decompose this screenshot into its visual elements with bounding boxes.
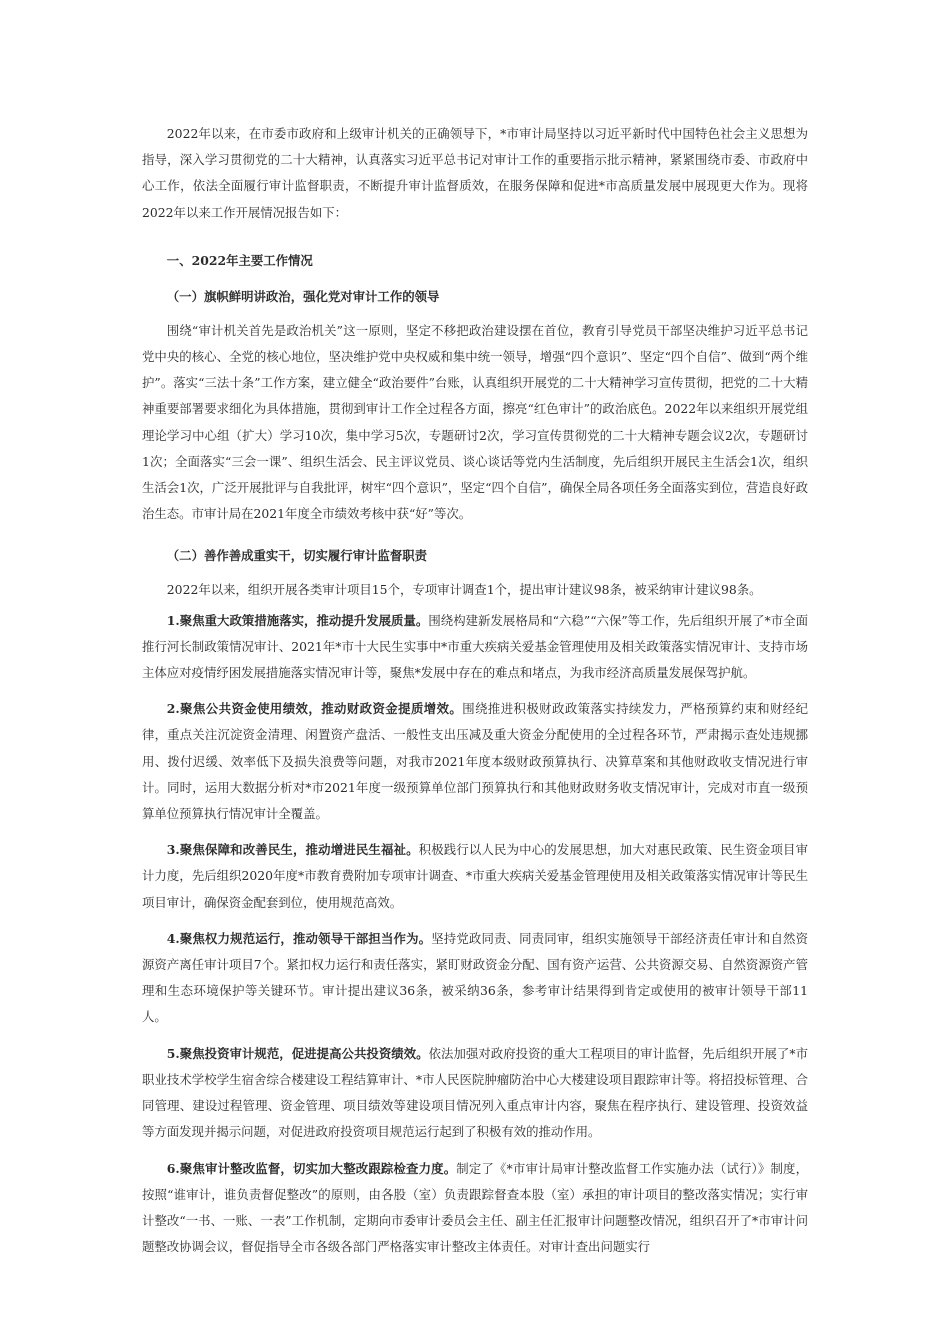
subsection-heading-1: （一）旗帜鲜明讲政治，强化党对审计工作的领导 xyxy=(166,288,440,304)
subsection-heading-2: （二）善作善成重实干，切实履行审计监督职责 xyxy=(166,548,427,564)
item-lead-5: 5.聚焦投资审计规范，促进提高公共投资绩效。 xyxy=(166,1045,429,1061)
intro-paragraph: 2022年以来，在市委市政府和上级审计机关的正确领导下，*市审计局坚持以习近平新时代中国特色社会主义思想为指导，深入学习贯彻党的二十大精神，认真落实习近平总书记对审计工作的重要指示批示精神，紧紧围绕市委、市政府中心工作，依法全面履行审计监督职责，不断提升审计监督质效，在服务保障和促进*市高质量发展中展现更大作为。现将2022年以来工作开展情况报告如下： xyxy=(142,126,808,220)
item-lead-2: 2.聚焦公共资金使用绩效，推动财政资金提质增效。 xyxy=(166,701,463,717)
item-paragraph-3 xyxy=(142,837,808,916)
item-lead-3: 3.聚焦保障和改善民生，推动增进民生福祉。 xyxy=(166,842,419,858)
item-lead-1: 1.聚焦重大政策措施落实，推动提升发展质量。 xyxy=(166,612,429,628)
item-body-2: 围绕推进积极财政政策落实持续发力，严格预算约束和财经纪律，重点关注沉淀资金清理、闲置资产盘活、一般性支出压减及重大资金分配使用的全过程各环节，严肃揭示查处违规挪用、拨付迟缓、效率低下及损失浪费等问题，对我市2021年度本级财政预算执行、决算草案和其他财政收支情况进行审计。同时，运用大数据分析对*市2021年度一级预算单位部门预算执行和其他财政财务收支情况审计，完成对市直一级预算单位预算执行情况审计全覆盖。 xyxy=(142,701,809,822)
item-body-6: 制定了《*市审计局审计整改监督工作实施办法（试行）》制度，按照“谁审计，谁负责督促整改”的原则，由各股（室）负责跟踪督查本股（室）承担的审计项目的整改落实情况；实行审计整改“一书、一账、一表”工作机制，定期向市委审计委员会主任、副主任汇报审计问题整改情况，组织召开了*市审计问题整改协调会议，督促指导全市各级各部门严格落实审计整改主体责任。对审计查出问题实行 xyxy=(142,1160,808,1255)
section-heading: 一、2022年主要工作情况 xyxy=(166,252,313,268)
subsection-body-1: 围绕“审计机关首先是政治机关”这一原则，坚定不移把政治建设摆在首位，教育引导党员干部坚决维护习近平总书记党中央的核心、全党的核心地位，坚决维护党中央权威和集中统一领导，增强“四个意识”、坚定“四个自信”、做到“两个维护”。落实“三法十条”工作方案，建立健全“政治要件”台账，认真组织开展党的二十大精神学习宣传贯彻，把党的二十大精神重要部署要求细化为具体措施，贯彻到审计工作全过程各方面，擦亮“红色审计”的政治底色。2022年以来组织开展党组理论学习中心组（扩大）学习10次，集中学习5次，专题研讨2次，学习宣传贯彻党的二十大精神专题会议2次，专题研讨1次；全面落实“三会一课”、组织生活会、民主评议党员、谈心谈话等党内生活制度，先后组织开展民主生活会1次，组织生活会1次，广泛开展批评与自我批评，树牢“四个意识”，坚定“四个自信”，确保全局各项任务全面落实到位，营造良好政治生态。市审计局在2021年度全市绩效考核中获“好”等次。 xyxy=(142,322,808,522)
subsection-body-2: 2022年以来，组织开展各类审计项目15个，专项审计调查1个，提出审计建议98条，被采纳审计建议98条。 xyxy=(166,582,762,598)
item-body-5: 依法加强对政府投资的重大工程项目的审计监督，先后组织开展了*市职业技术学校学生宿舍综合楼建设工程结算审计、*市人民医院肿瘤防治中心大楼建设项目跟踪审计等。将招投标管理、合同管理、建设过程管理、资金管理、项目绩效等建设项目情况列入重点审计内容，聚焦在程序执行、建设管理、投资效益等方面发现并揭示问题，对促进政府投资项目规范运行起到了积极有效的推动作用。 xyxy=(142,1045,808,1140)
item-lead-4: 4.聚焦权力规范运行，推动领导干部担当作为。 xyxy=(166,930,432,946)
item-body-3: 积极践行以人民为中心的发展思想，加大对惠民政策、民生资金项目审计力度，先后组织2020年度*市教育费附加专项审计调查、*市重大疾病关爱基金管理使用及相关政策落实情况审计等民生项目审计，确保资金配套到位，使用规范高效。 xyxy=(142,842,809,910)
item-paragraph-1 xyxy=(142,608,808,687)
item-body-1: 围绕构建新发展格局和“六稳”“六保”等工作，先后组织开展了*市全面推行河长制政策情况审计、2021年*市十大民生实事中*市重大疾病关爱基金管理使用及相关政策落实情况审计、支持市场主体应对疫情纾困发展措施落实情况审计等，聚焦*发展中存在的难点和堵点，为我市经济高质量发展保驾护航。 xyxy=(142,612,808,681)
item-paragraph-4 xyxy=(142,926,808,1031)
item-body-4: 坚持党政同责、同责同审，组织实施领导干部经济责任审计和自然资源资产离任审计项目7个。紧扣权力运行和责任落实，紧盯财政资金分配、国有资产运营、公共资源交易、自然资源资产管理和生态环境保护等关键环节。审计提出建议36条，被采纳36条，参考审计结果得到肯定或使用的被审计领导干部11人。 xyxy=(142,930,809,1025)
item-paragraph-6 xyxy=(142,1156,808,1261)
item-paragraph-5 xyxy=(142,1041,808,1146)
item-lead-6: 6.聚焦审计整改监督，切实加大整改跟踪检查力度。 xyxy=(166,1160,457,1176)
item-paragraph-2 xyxy=(142,696,808,827)
